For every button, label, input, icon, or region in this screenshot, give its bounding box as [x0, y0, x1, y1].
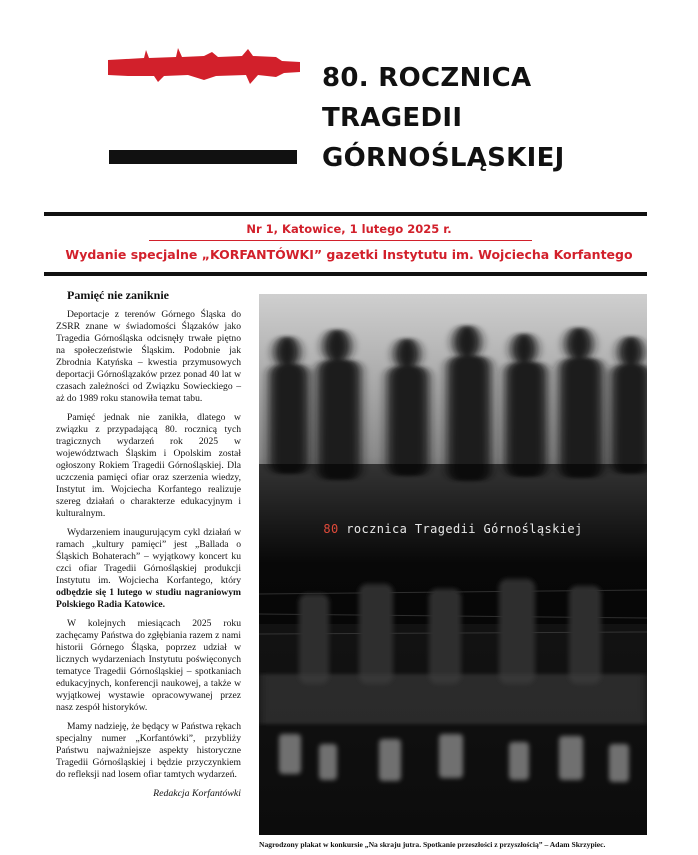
poster-title: rocznica Tragedii Górnośląskiej	[338, 522, 583, 536]
page-title	[322, 58, 565, 178]
edition-subtitle: Wydanie specjalne „KORFANTÓWKI” gazetki Instytutu im. Wojciecha Korfantego	[65, 247, 633, 262]
title-line-2: TRAGEDII	[322, 103, 463, 133]
article-title: Pamięć nie zaniknie	[67, 288, 169, 302]
article-signature: Redakcja Korfantówki	[153, 788, 241, 799]
poster-number: 80	[323, 522, 339, 536]
poster-image	[259, 294, 647, 835]
article-column	[56, 289, 241, 800]
masthead-red-divider	[149, 240, 532, 241]
black-bar	[109, 150, 297, 164]
article-paragraph-3	[56, 527, 241, 611]
masthead-rule-bottom	[44, 272, 647, 276]
article-paragraph-4: W kolejnych miesiącach 2025 roku zachęcamy Państwa do zgłębiania razem z nami historii Górnego Śląska, poprzez udział w licznych wydarzeniach Instytutu poświęconych tematyce Tragedii Górnośląskiej – spotkaniach edukacyjnych, konferencji naukowej, a także w wyjątkowej wystawie opracowywanej przez nasz zespół historyków.	[56, 618, 241, 713]
article-paragraph-2: Pamięć jednak nie zanikła, dlatego w związku z przypadającą 80. rocznicą tych tragicznych wydarzeń rok 2025 w województwach Śląskim i Opolskim został ogłoszony Rokiem Tragedii Górnośląskiej. Dla uczczenia pamięci ofiar oraz szerzenia wiedzy, Instytut im. Wojciecha Korfantego realizuje szereg działań o charakterze edukacyjnym i kulturalnym.	[56, 412, 241, 519]
article-paragraph-1: Deportacje z terenów Górnego Śląska do ZSRR znane w świadomości Ślązaków jako Tragedia Górnośląska odcisnęły trwałe piętno na społeczeństwie Śląskim. Podobnie jak Zbrodnia Katyńska – kwestia przymusowych deportacji Górnoślązaków przez ponad 40 lat w czasach zależności od Związku Sowieckiego – aż do 1989 roku stanowiła temat tabu.	[56, 309, 241, 404]
barbed-wire-graphic	[108, 42, 300, 86]
issue-info: Nr 1, Katowice, 1 lutego 2025 r.	[246, 222, 452, 236]
poster-credit-caption: Nagrodzony plakat w konkursie „Na skraju jutra. Spotkanie przeszłości z przyszłością” – Adam Skrzypiec.	[259, 840, 606, 849]
article-paragraph-3-text: Wydarzeniem inaugurującym cykl działań w ramach „kultury pamięci” jest „Ballada o Śląskich Bohaterach” – wyjątkowy koncert ku czci ofiar Tragedii Górnośląskiej produkcji Instytutu im. Wojciecha Korfantego, który	[56, 527, 241, 586]
article-paragraph-5: Mamy nadzieję, że będący w Państwa rękach specjalny numer „Korfantówki”, przybliży Państwu najważniejsze aspekty historyczne Tragedii Górnośląskiej i będzie przyczynkiem do refleksji nad losem ofiar tamtych wydarzeń.	[56, 721, 241, 780]
article-paragraph-3-emphasis: odbędzie się 1 lutego w studiu nagraniowym Polskiego Radia Katowice.	[56, 587, 241, 610]
poster-artwork	[259, 294, 647, 835]
title-line-3: GÓRNOŚLĄSKIEJ	[322, 143, 565, 173]
masthead-rule-top	[44, 212, 647, 216]
title-line-1: 80. ROCZNICA	[322, 63, 532, 93]
poster-caption-text	[259, 522, 647, 536]
